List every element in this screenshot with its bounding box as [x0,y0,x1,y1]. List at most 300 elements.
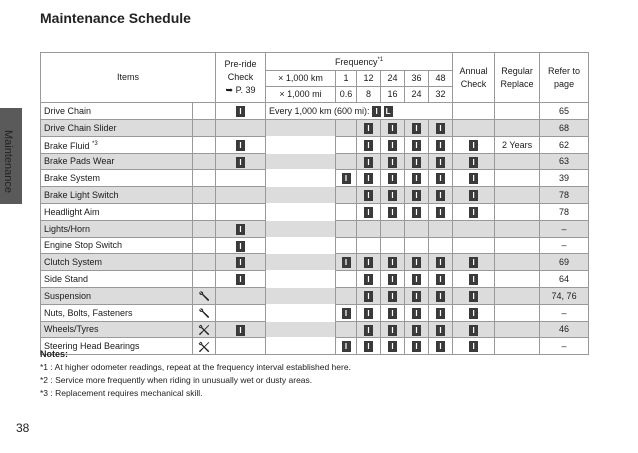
inspect-mark: I [436,325,445,336]
item-name: Brake Fluid [44,140,90,151]
inspect-mark: I [372,106,381,117]
table-row [41,237,589,254]
row-regular [495,170,540,187]
item-note: *3 [92,140,98,147]
row-annual [453,187,495,204]
inspect-mark: I [342,173,351,184]
row-freq-label [266,271,336,288]
row-preride [216,271,266,288]
row-freq-cell [405,271,429,288]
page-ref-value: – [561,307,567,318]
row-page-ref [540,287,589,304]
row-tool [193,220,216,237]
inspect-mark: I [412,190,421,201]
inspect-mark: I [412,173,421,184]
row-freq-label [266,170,336,187]
page-title: Maintenance Schedule [40,10,191,26]
row-page-ref [540,304,589,321]
row-item-label [41,220,193,237]
row-annual [453,304,495,321]
table-row [41,153,589,170]
inspect-mark: I [469,207,478,218]
row-preride [216,103,266,120]
row-freq-cell [357,119,381,136]
row-item-label [41,153,193,170]
row-freq-cell [405,254,429,271]
row-annual [453,237,495,254]
inspect-mark: I [436,291,445,302]
table-row [41,220,589,237]
row-freq-cell [381,304,405,321]
row-page-ref [540,338,589,355]
row-freq-cell [381,187,405,204]
row-regular [495,103,540,120]
item-name: Clutch System [44,257,103,268]
row-freq-cell [405,287,429,304]
inspect-mark: I [364,190,373,201]
row-freq-cell [381,321,405,338]
wrench-icon [198,308,210,318]
page-ref-value: 69 [559,257,570,268]
row-item-label [41,170,193,187]
inspect-mark: I [436,173,445,184]
row-page-ref [540,136,589,153]
row-freq-cell [357,338,381,355]
inspect-mark: I [364,140,373,151]
row-item-label [41,271,193,288]
page-ref-value: 78 [559,206,570,217]
frequency-label: Frequency [334,57,378,67]
row-page-ref [540,103,589,120]
row-freq-cell [357,220,381,237]
preride-page-ref[interactable] [218,84,263,97]
inspect-mark: I [469,257,478,268]
row-regular [495,287,540,304]
inspect-mark: I [388,341,397,352]
row-freq-label [266,136,336,153]
row-preride [216,237,266,254]
table-row [41,119,589,136]
row-freq-cell [357,321,381,338]
row-freq-cell [357,170,381,187]
row-regular [495,254,540,271]
row-preride [216,203,266,220]
row-page-ref [540,254,589,271]
row-freq-label [266,237,336,254]
row-freq-cell [357,187,381,204]
frequency-header [266,53,453,71]
inspect-mark: I [436,157,445,168]
row-tool [193,203,216,220]
inspect-mark: I [469,291,478,302]
inspect-mark: I [388,123,397,134]
km-value: 24 [381,71,405,87]
row-freq-cell [357,237,381,254]
inspect-mark: I [436,274,445,285]
row-every-interval [266,103,453,120]
table-row [41,103,589,120]
row-freq-cell [381,136,405,153]
inspect-mark: I [469,274,478,285]
row-freq-cell [357,136,381,153]
row-freq-cell [429,187,453,204]
row-annual [453,153,495,170]
item-name: Drive Chain [44,105,92,116]
inspect-mark: I [412,123,421,134]
table-row [41,271,589,288]
page-number: 38 [16,421,30,435]
page-ref-value: – [561,341,567,352]
inspect-mark: I [388,308,397,319]
row-tool [193,237,216,254]
row-item-label [41,321,193,338]
inspect-mark: I [388,140,397,151]
maintenance-schedule-table [40,52,589,355]
regular-header [495,53,540,103]
row-item-label [41,103,193,120]
row-tool [193,187,216,204]
row-freq-cell [405,304,429,321]
row-annual [453,254,495,271]
mi-label: × 1,000 mi [266,87,336,103]
row-freq-cell [336,119,357,136]
row-freq-cell [336,237,357,254]
row-freq-cell [381,203,405,220]
row-freq-cell [357,271,381,288]
item-name: Brake System [44,173,101,184]
row-freq-cell [336,136,357,153]
inspect-mark: I [364,257,373,268]
row-item-label [41,187,193,204]
row-freq-cell [381,237,405,254]
row-freq-cell [381,220,405,237]
row-annual [453,170,495,187]
inspect-mark: I [436,257,445,268]
row-preride [216,119,266,136]
inspect-mark: I [236,224,245,235]
row-freq-cell [357,254,381,271]
row-freq-cell [381,254,405,271]
row-freq-cell [405,153,429,170]
note-line: *1 : At higher odometer readings, repeat at the frequency interval established here. [40,362,351,372]
row-tool [193,271,216,288]
inspect-mark: I [388,173,397,184]
row-freq-cell [429,338,453,355]
row-freq-cell [357,203,381,220]
row-tool [193,287,216,304]
preride-header [216,53,266,103]
km-value: 12 [357,71,381,87]
table-row [41,203,589,220]
page-ref-value: 78 [559,190,570,201]
wrench-icon [198,291,210,301]
inspect-mark: I [388,190,397,201]
mi-value: 8 [357,87,381,103]
item-name: Suspension [44,290,92,301]
row-page-ref [540,237,589,254]
row-item-label [41,287,193,304]
row-regular [495,153,540,170]
row-freq-cell [405,321,429,338]
row-freq-cell [381,287,405,304]
row-freq-label [266,321,336,338]
table-row [41,170,589,187]
inspect-mark: I [364,123,373,134]
inspect-mark: I [412,140,421,151]
row-freq-cell [357,304,381,321]
row-regular [495,271,540,288]
row-freq-cell [336,321,357,338]
row-freq-cell [336,187,357,204]
inspect-mark: I [388,325,397,336]
regular-header-line1: Regular [501,65,533,76]
item-name: Headlight Aim [44,206,100,217]
item-name: Wheels/Tyres [44,324,99,335]
row-item-label [41,203,193,220]
item-name: Steering Head Bearings [44,341,140,352]
inspect-mark: I [236,106,245,117]
table-row [41,136,589,153]
row-freq-cell [429,321,453,338]
row-freq-cell [405,187,429,204]
inspect-mark: I [388,291,397,302]
row-freq-cell [429,136,453,153]
item-name: Engine Stop Switch [44,240,123,251]
row-page-ref [540,321,589,338]
page-ref-value: 64 [559,274,570,285]
frequency-note: *1 [377,57,384,63]
inspect-mark: I [364,173,373,184]
row-preride [216,153,266,170]
inspect-mark: I [436,341,445,352]
schedule-rows [41,103,589,355]
inspect-mark: I [436,207,445,218]
item-name: Nuts, Bolts, Fasteners [44,307,133,318]
row-page-ref [540,220,589,237]
inspect-mark: I [436,140,445,151]
inspect-mark: I [412,257,421,268]
row-regular [495,119,540,136]
row-page-ref [540,153,589,170]
table-row [41,254,589,271]
notes [40,348,351,400]
inspect-mark: I [412,274,421,285]
inspect-mark: I [469,173,478,184]
km-value: 36 [405,71,429,87]
row-preride [216,287,266,304]
page-ref-value: 68 [559,122,570,133]
inspect-mark: I [342,341,351,352]
inspect-mark: I [469,140,478,151]
row-page-ref [540,170,589,187]
inspect-mark: I [436,190,445,201]
row-preride [216,187,266,204]
regular-replace-value: 2 Years [502,139,533,150]
row-item-label [41,237,193,254]
row-freq-cell [429,220,453,237]
notes-title: Notes: [40,349,69,359]
every-interval-text: Every 1,000 km (600 mi): [269,105,370,116]
row-freq-label [266,187,336,204]
table-row [41,321,589,338]
inspect-mark: I [436,123,445,134]
row-preride [216,220,266,237]
row-annual [453,103,495,120]
item-name: Brake Pads Wear [44,156,115,167]
inspect-mark: I [388,257,397,268]
mi-value: 24 [405,87,429,103]
row-freq-cell [405,136,429,153]
row-freq-cell [336,220,357,237]
refer-header [540,53,589,103]
row-freq-cell [381,271,405,288]
row-freq-cell [336,287,357,304]
row-freq-cell [429,153,453,170]
row-preride [216,136,266,153]
row-freq-cell [336,153,357,170]
row-annual [453,220,495,237]
inspect-mark: I [342,308,351,319]
page-ref-arrow-icon: ➥ [225,85,234,95]
row-freq-cell [405,119,429,136]
row-tool [193,119,216,136]
km-label: × 1,000 km [266,71,336,87]
inspect-mark: I [436,308,445,319]
annual-header-line2: Check [460,78,487,89]
row-item-label [41,304,193,321]
mi-value: 32 [429,87,453,103]
row-tool [193,136,216,153]
inspect-mark: I [469,308,478,319]
row-freq-label [266,287,336,304]
row-freq-cell [429,254,453,271]
row-regular [495,338,540,355]
row-freq-cell [336,254,357,271]
row-page-ref [540,203,589,220]
page-ref-value: – [561,223,567,234]
inspect-mark: I [469,325,478,336]
row-freq-cell [405,203,429,220]
row-item-label [41,136,193,153]
annual-header [453,53,495,103]
row-freq-cell [336,170,357,187]
row-tool [193,170,216,187]
row-annual [453,338,495,355]
inspect-mark: I [412,157,421,168]
row-tool [193,304,216,321]
note-line: *3 : Replacement requires mechanical skill. [40,388,203,398]
row-annual [453,271,495,288]
preride-header-line3: P. 39 [235,85,256,95]
inspect-mark: I [412,325,421,336]
table-row [41,304,589,321]
inspect-mark: I [364,308,373,319]
row-preride [216,170,266,187]
row-freq-cell [405,338,429,355]
row-annual [453,119,495,136]
km-value: 1 [336,71,357,87]
row-freq-cell [336,203,357,220]
mi-value: 0.6 [336,87,357,103]
page-ref-value: 74, 76 [551,290,577,301]
row-freq-cell [429,119,453,136]
inspect-mark: I [388,207,397,218]
row-regular [495,203,540,220]
table-row [41,287,589,304]
page-ref-value: 46 [559,324,570,335]
inspect-mark: I [469,157,478,168]
row-tool [193,254,216,271]
row-tool [193,321,216,338]
row-regular [495,136,540,153]
row-freq-label [266,254,336,271]
page-ref-value: 39 [559,173,570,184]
preride-header-line1: Pre-ride [224,59,257,69]
row-freq-cell [336,271,357,288]
row-freq-cell [429,237,453,254]
row-page-ref [540,187,589,204]
inspect-mark: I [388,274,397,285]
row-freq-cell [429,304,453,321]
row-freq-cell [336,304,357,321]
row-page-ref [540,271,589,288]
row-annual [453,136,495,153]
inspect-mark: I [364,341,373,352]
inspect-mark: I [364,207,373,218]
row-freq-cell [357,153,381,170]
row-freq-label [266,119,336,136]
row-annual [453,321,495,338]
tools-icon [198,324,210,334]
inspect-mark: I [412,308,421,319]
inspect-mark: I [342,257,351,268]
annual-header-line1: Annual [459,65,488,76]
inspect-mark: I [364,291,373,302]
row-preride [216,304,266,321]
row-freq-label [266,220,336,237]
row-tool [193,103,216,120]
section-label: Maintenance [2,130,14,193]
row-freq-cell [405,220,429,237]
row-preride [216,254,266,271]
note-line: *2 : Service more frequently when riding in unusually wet or dusty areas. [40,375,313,385]
row-freq-label [266,304,336,321]
table-row [41,187,589,204]
row-freq-cell [429,287,453,304]
row-regular [495,304,540,321]
item-name: Side Stand [44,274,89,285]
row-freq-cell [381,338,405,355]
row-freq-cell [381,119,405,136]
preride-header-line2: Check [227,72,254,82]
row-regular [495,321,540,338]
mi-value: 16 [381,87,405,103]
row-tool [193,153,216,170]
inspect-mark: I [412,341,421,352]
lubricate-mark: L [384,106,393,117]
inspect-mark: I [364,157,373,168]
row-item-label [41,254,193,271]
page-ref-value: – [561,240,567,251]
refer-header-line2: page [554,78,575,89]
item-name: Brake Light Switch [44,190,119,201]
inspect-mark: I [412,207,421,218]
refer-header-line1: Refer to [548,65,581,76]
row-regular [495,220,540,237]
row-freq-cell [405,170,429,187]
row-annual [453,203,495,220]
row-freq-cell [381,170,405,187]
